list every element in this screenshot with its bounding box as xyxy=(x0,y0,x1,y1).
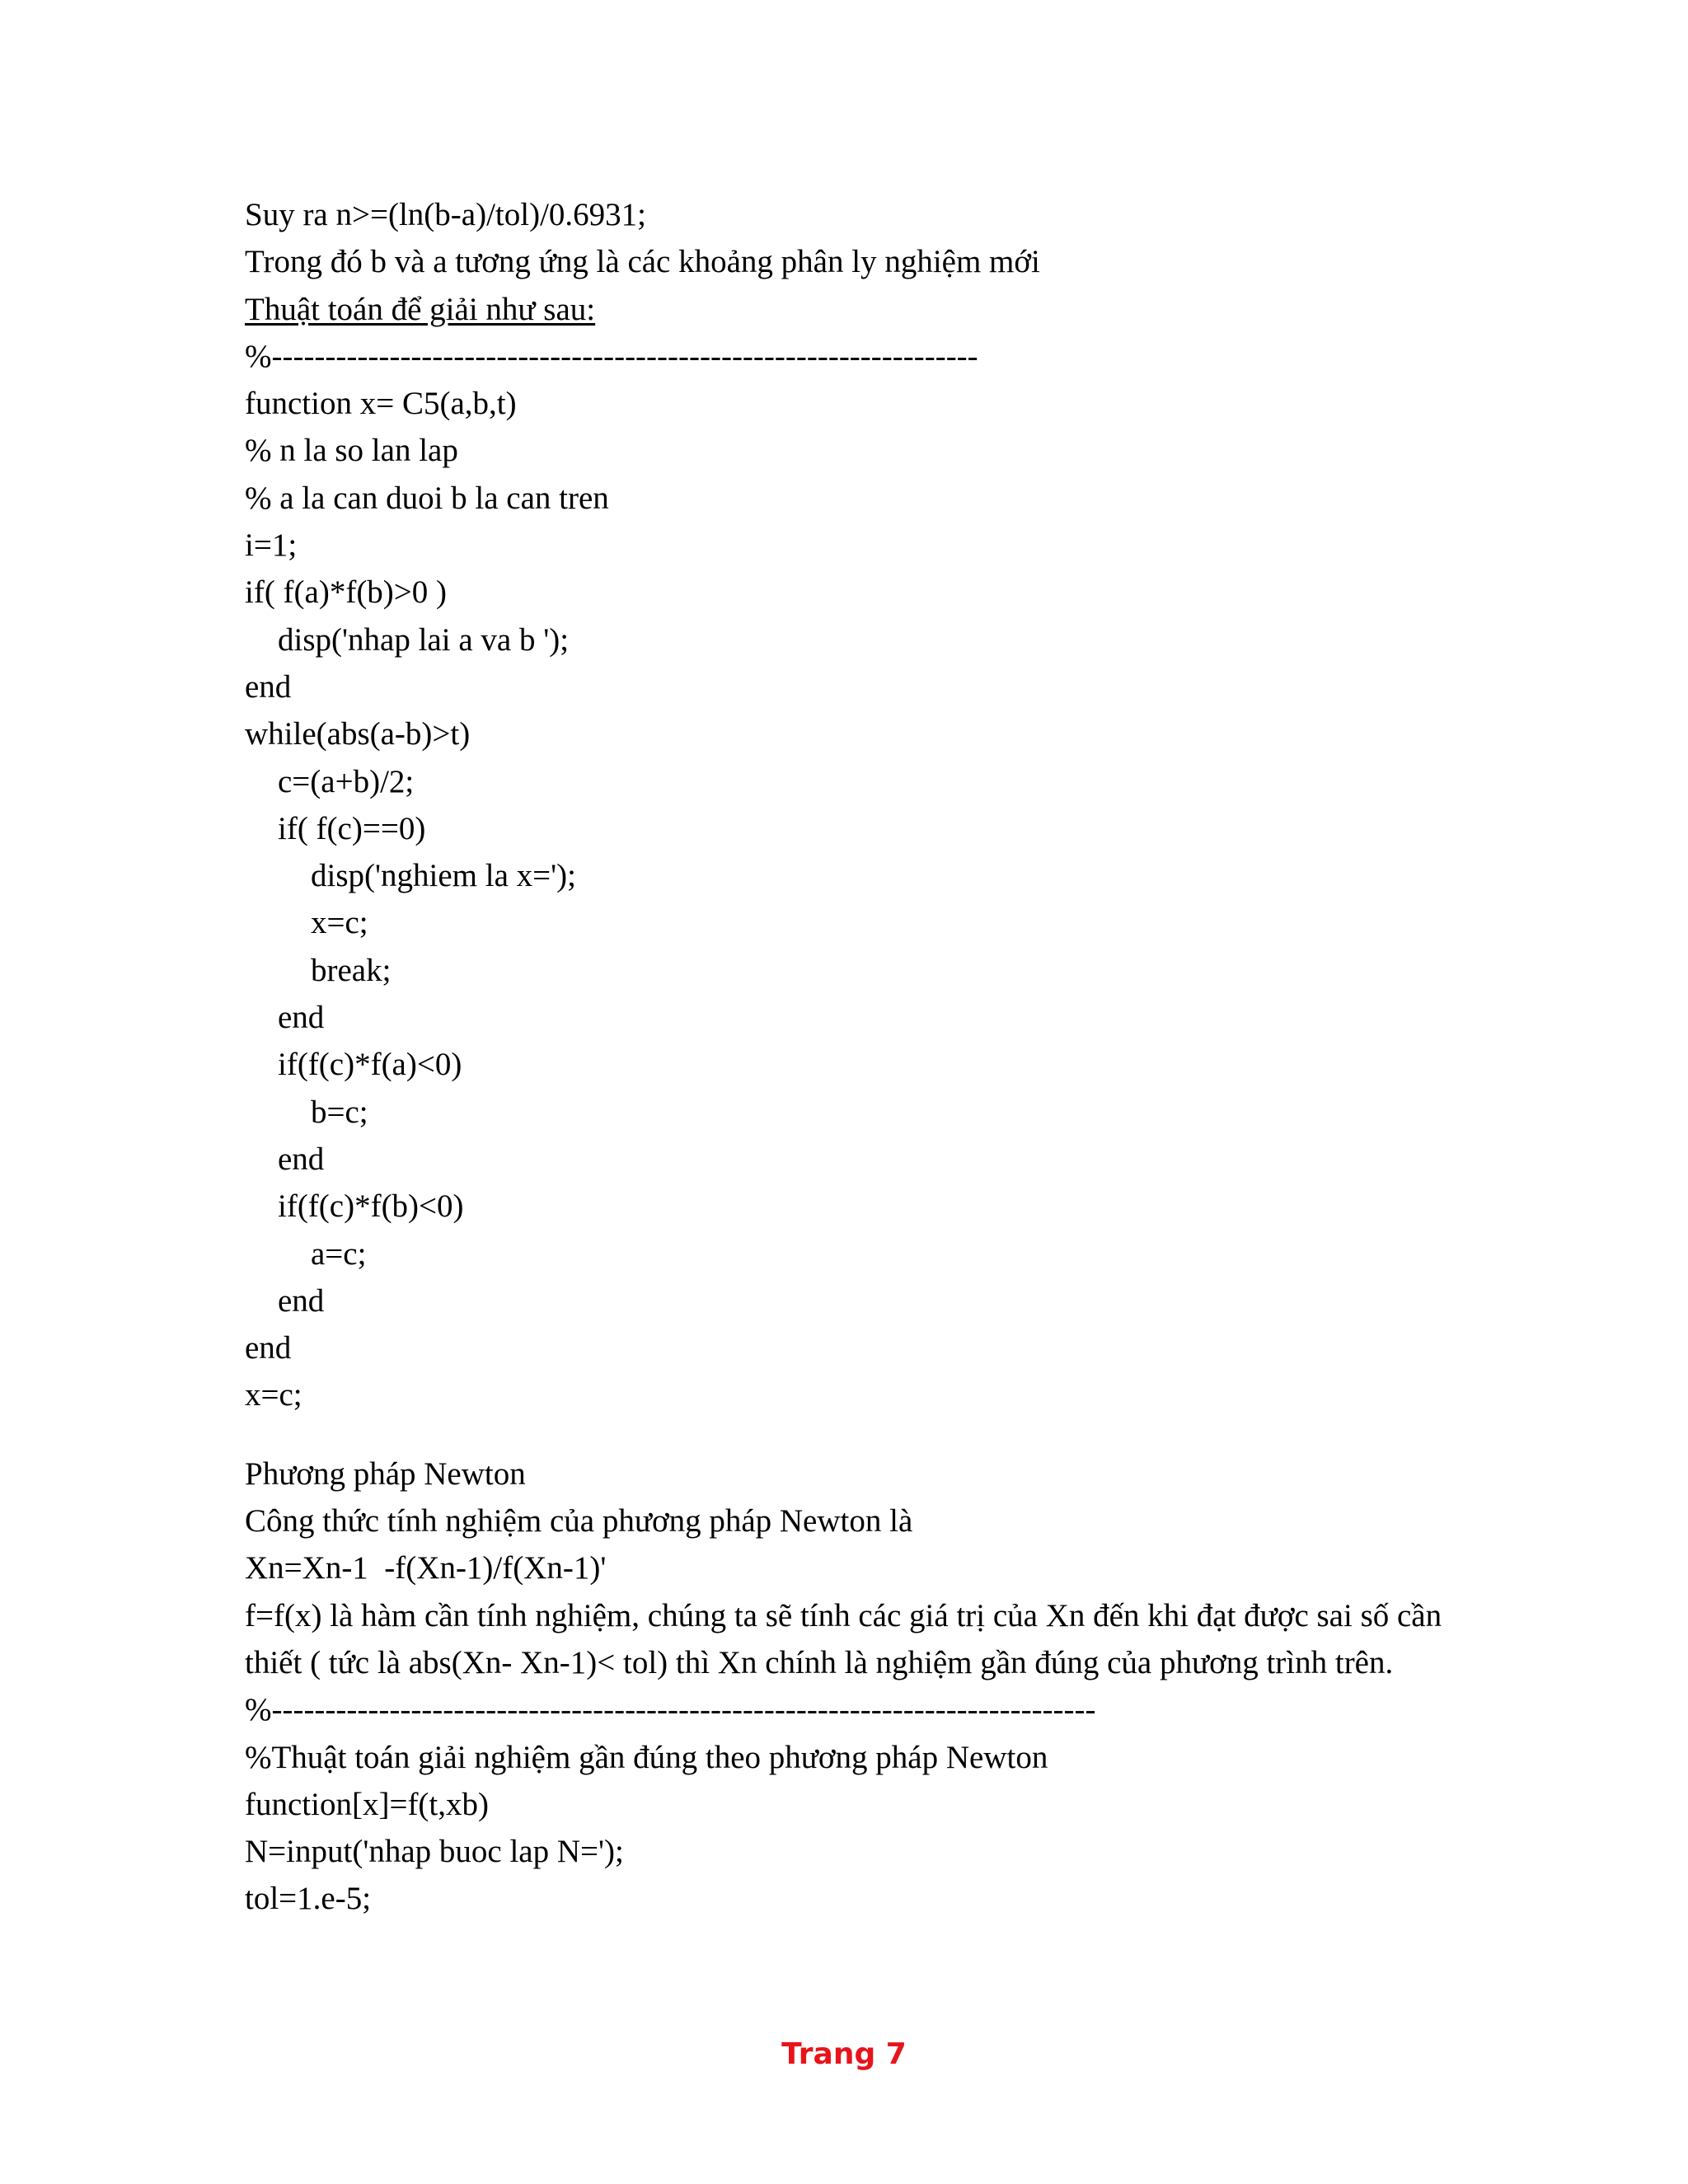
code-line: if( f(c)==0) xyxy=(278,810,426,846)
code-line: disp('nhap lai a va b '); xyxy=(278,621,570,658)
text-line-newton-formula: Xn=Xn-1 -f(Xn-1)/f(Xn-1)' xyxy=(245,1550,607,1586)
section-heading-algorithm: Thuật toán để giải như sau: xyxy=(245,291,596,327)
code-line: % a la can duoi b la can tren xyxy=(245,480,609,516)
document-page xyxy=(245,191,1481,1923)
code-line: % n la so lan lap xyxy=(245,433,458,469)
code-line: i=1; xyxy=(245,527,298,564)
code-line: break; xyxy=(311,952,392,988)
code-line: x=c; xyxy=(311,905,368,941)
code-line: if(f(c)*f(a)<0) xyxy=(278,1047,462,1083)
code-comment-line: %Thuật toán giải nghiệm gần đúng theo phương pháp Newton xyxy=(245,1739,1048,1775)
text-line-newton-intro: Công thức tính nghiệm của phương pháp Newton là xyxy=(245,1503,913,1540)
code-line: a=c; xyxy=(311,1235,367,1272)
separator-line: %----------------------------------------------------------------------------- xyxy=(245,1692,1096,1728)
code-line: end xyxy=(245,1330,292,1366)
code-line: end xyxy=(278,1000,325,1036)
paragraph-newton-explanation: f=f(x) là hàm cần tính nghiệm, chúng ta sẽ tính các giá trị của Xn đến khi đạt được sai số cần thiết ( tức là abs(Xn- Xn-1)< tol) thì Xn chính là nghiệm gần đúng của phương trình trên. xyxy=(245,1597,1442,1680)
code-line: b=c; xyxy=(311,1094,368,1130)
code-line: function[x]=f(t,xb) xyxy=(245,1786,489,1822)
code-line: function x= C5(a,b,t) xyxy=(245,386,517,422)
code-line: if(f(c)*f(b)<0) xyxy=(278,1188,464,1225)
code-line: end xyxy=(278,1141,325,1177)
section-title-newton: Phương pháp Newton xyxy=(245,1455,526,1492)
code-line: tol=1.e-5; xyxy=(245,1881,372,1917)
code-line: disp('nghiem la x='); xyxy=(311,858,576,894)
separator-line: %------------------------------------------------------------------ xyxy=(245,338,978,374)
text-line-interval-note: Trong đó b và a tương ứng là các khoảng phân ly nghiệm mới xyxy=(245,244,1040,280)
code-line: c=(a+b)/2; xyxy=(278,763,415,799)
page-number-footer: Trang 7 xyxy=(781,2037,907,2071)
code-line: end xyxy=(278,1282,325,1319)
code-line: while(abs(a-b)>t) xyxy=(245,716,471,752)
code-line: x=c; xyxy=(245,1377,302,1413)
code-line: end xyxy=(245,668,292,705)
code-line: N=input('nhap buoc lap N='); xyxy=(245,1834,624,1870)
paragraph-gap xyxy=(245,1419,1481,1451)
code-line: if( f(a)*f(b)>0 ) xyxy=(245,574,448,611)
text-line-ln-formula: Suy ra n>=(ln(b-a)/tol)/0.6931; xyxy=(245,197,646,232)
